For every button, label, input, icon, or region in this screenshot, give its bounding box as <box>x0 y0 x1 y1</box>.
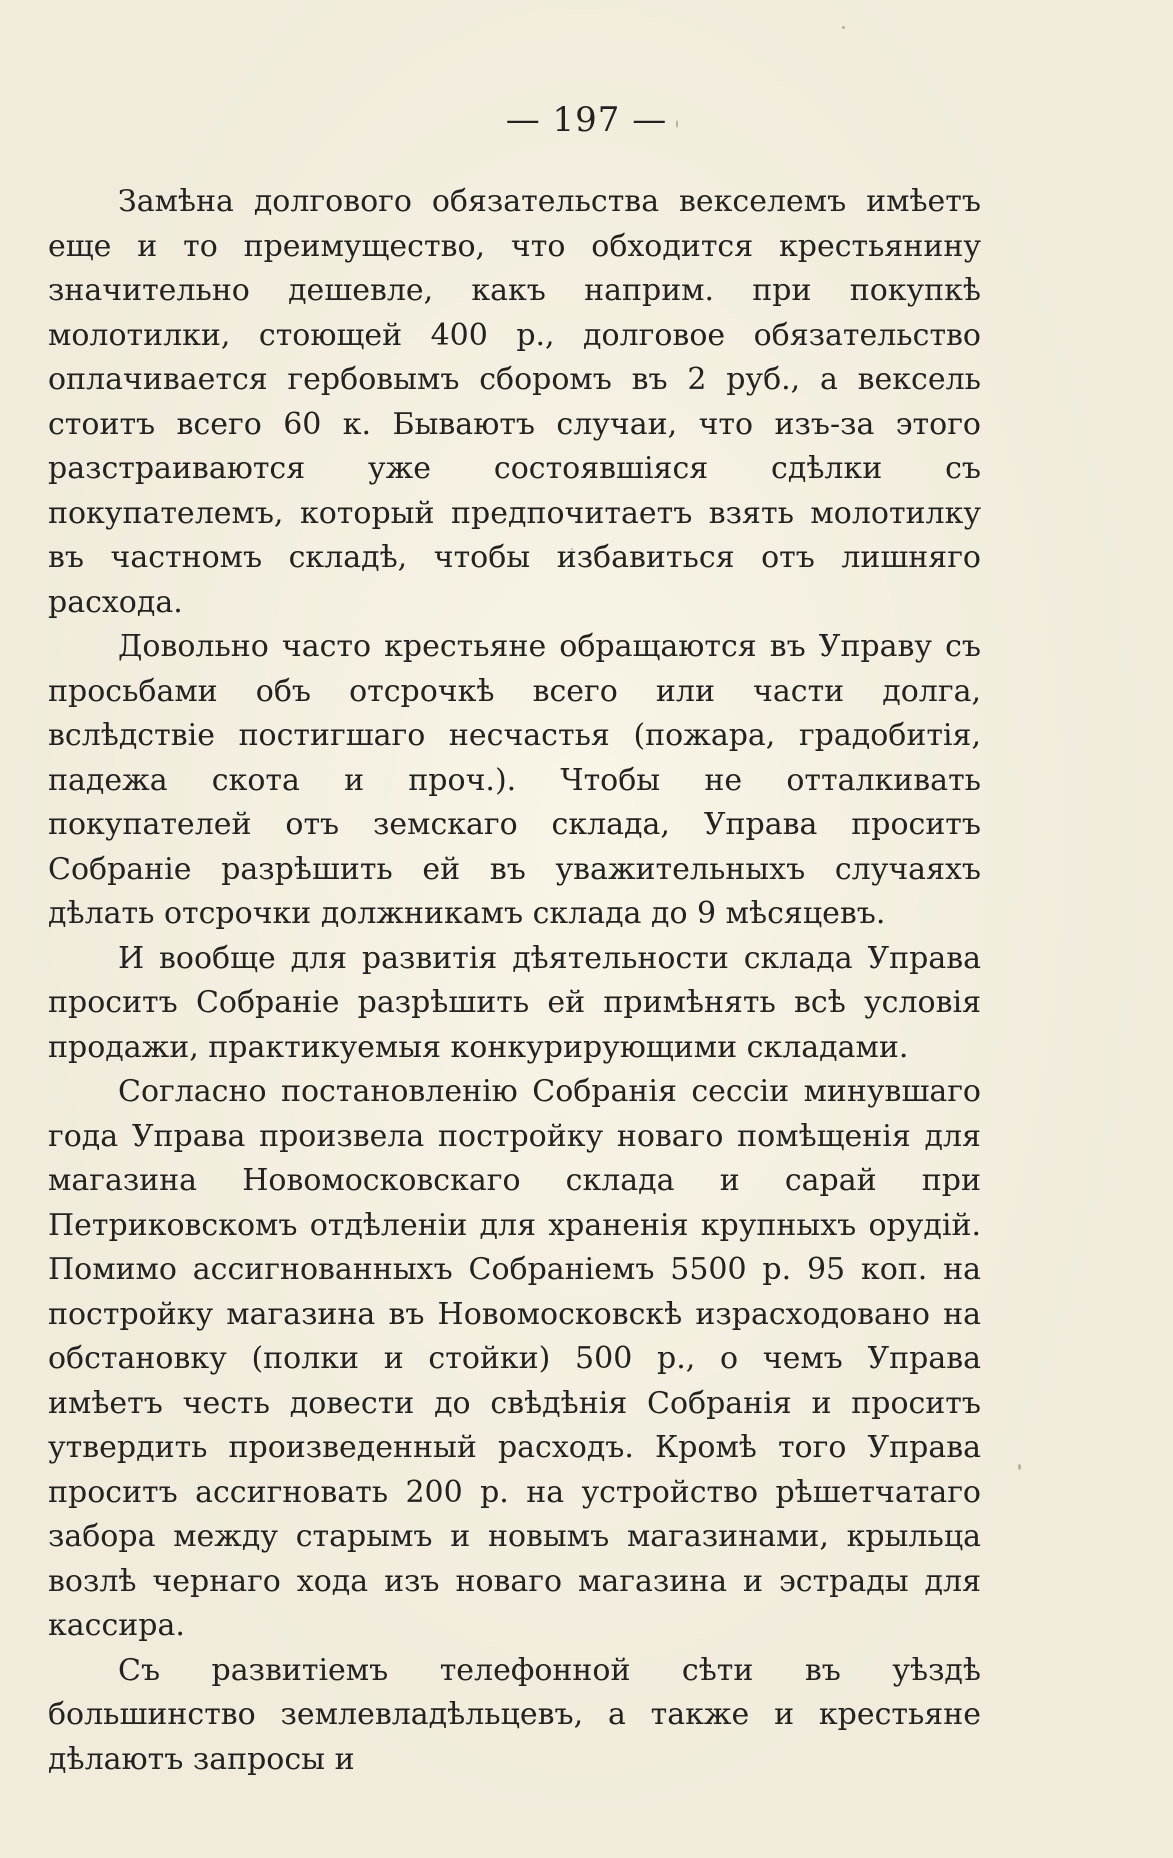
paper-speck <box>842 26 845 29</box>
paper-speck <box>1018 1464 1021 1470</box>
paragraph-3: И вообще для развитія дѣятельности склада Управа проситъ Собраніе разрѣшить ей примѣнять всѣ условія продажи, практикуемыя конкурирующими складами. <box>48 940 981 1065</box>
paragraph-4: Согласно постановленію Собранія сессіи минувшаго года Управа произвела постройку новаго помѣщенія для магазина Новомосковскаго склада и сарай при Петриковскомъ отдѣленіи для храненія крупныхъ орудій. Помимо ассигнованныхъ Собраніемъ 5500 р. 95 коп. на постройку магазина въ Новомосковскѣ израсходовано на обстановку (полки и стойки) 500 р., о чемъ Управа имѣетъ честь довести до свѣдѣнія Собранія и проситъ утвердить произведенный расходъ. Кромѣ того Управа проситъ ассигновать 200 р. на устройство рѣшетчатаго забора между старымъ и новымъ магазинами, крыльца возлѣ чернаго хода изъ новаго магазина и эстрады для кассира. <box>48 1074 981 1643</box>
paper-speck <box>571 548 573 550</box>
page-number: — 197 — <box>505 100 668 140</box>
paragraph-1: Замѣна долгового обязательства векселемъ имѣетъ еще и то преимущество, что обходится крестьянину значительно дешевле, какъ наприм. при покупкѣ молотилки, стоющей 400 р., долговое обязательство оплачивается гербовымъ сборомъ въ 2 руб., а вексель стоитъ всего 60 к. Бываютъ случаи, что изъ-за этого разстраиваются уже состоявшіяся сдѣлки съ покупателемъ, который предпочитаетъ взять молотилку въ частномъ складѣ, чтобы избавиться отъ лишняго расхода. <box>48 184 981 620</box>
body-text <box>48 180 981 1782</box>
paragraph-5: Съ развитіемъ телефонной сѣти въ уѣздѣ большинство землевладѣльцевъ, а также и крестьяне дѣлаютъ запросы и <box>48 1652 981 1777</box>
paper-speck <box>676 120 678 128</box>
paragraph-2: Довольно часто крестьяне обращаются въ Управу съ просьбами объ отсрочкѣ всего или части долга, вслѣдствіе постигшаго несчастья (пожара, градобитія, падежа скота и проч.). Чтобы не отталкивать покупателей отъ земскаго склада, Управа проситъ Собраніе разрѣшить ей въ уважительныхъ случаяхъ дѣлать отсрочки должникамъ склада до 9 мѣсяцевъ. <box>48 629 981 931</box>
